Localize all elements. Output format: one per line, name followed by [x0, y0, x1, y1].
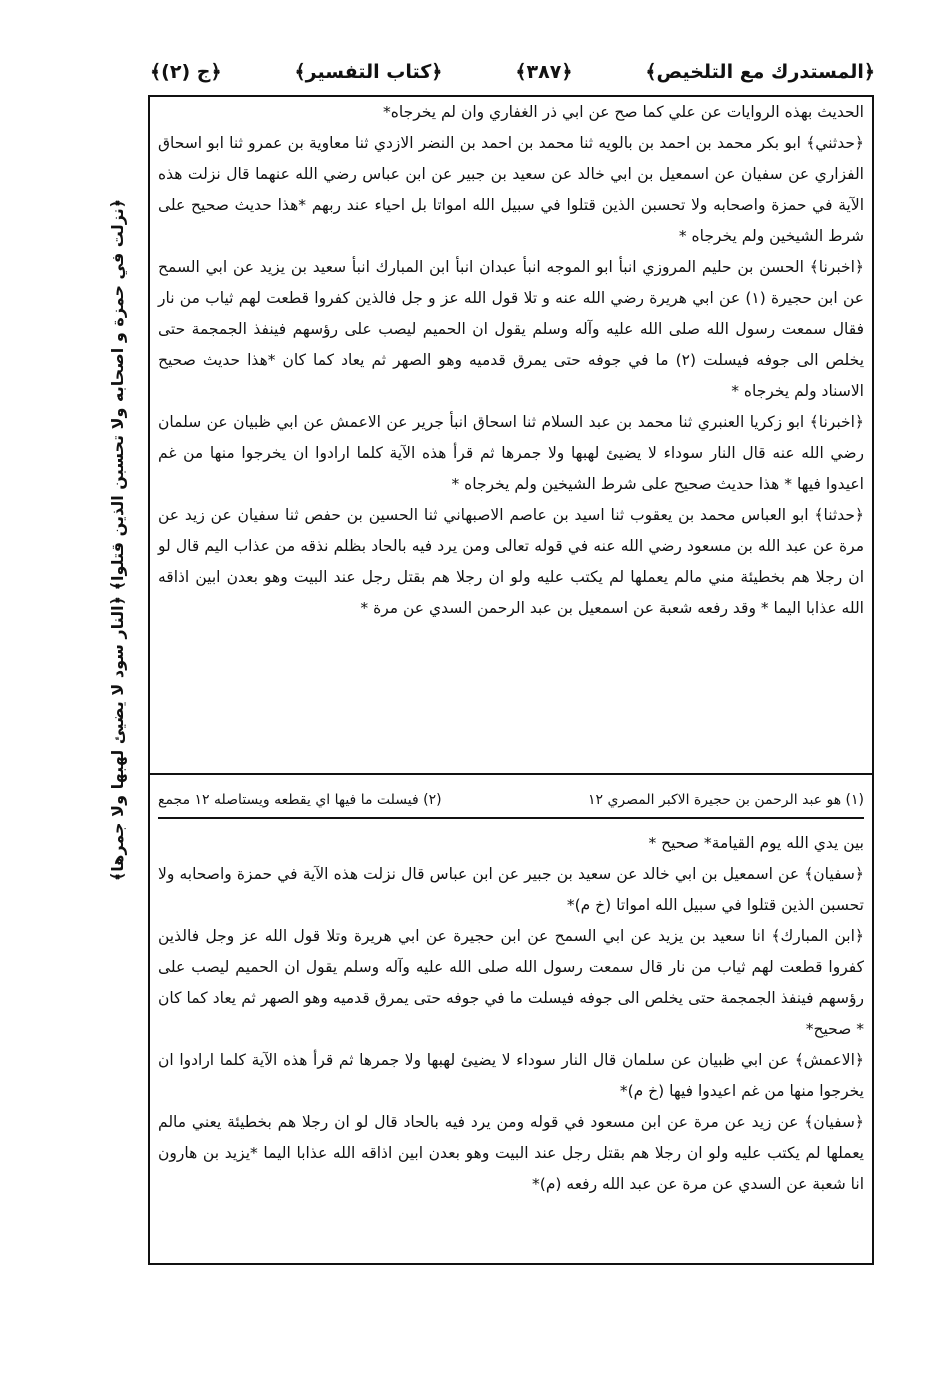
paragraph: الحديث بهذه الروايات عن علي كما صح عن ابي ذر الغفاري وان لم يخرجاه*	[383, 103, 864, 121]
paragraph: ﴿حدثني﴾ ابو بكر محمد بن احمد بن بالويه ثنا محمد بن احمد بن النضر الازدي ثنا معاوية بن عمرو ثنا ابو اسحاق الفزاري عن سفيان عن اسمعيل بن ابي خالد عن سعيد بن جبير عن ابن عباس رضي الله عنهما قال نزلت هذه الآية في حمزة واصحابه ولا تحسبن الذين قتلوا في سبيل الله امواتا بل احياء عند ربهم *هذا حديث صحيح على شرط الشيخين ولم يخرجاه *	[158, 134, 864, 245]
main-text	[158, 97, 864, 624]
paragraph: ﴿الاعمش﴾ عن ابي ظبيان عن سلمان قال النار سوداء لا يضيئ لهبها ولا جمرها ثم قرأ هذه الآية كلما ارادوا ان يخرجوا منها من غم اعيدوا فيها (خ م)*	[158, 1051, 864, 1100]
paragraph: ﴿سفيان﴾ عن اسمعيل بن ابي خالد عن سعيد بن جبير عن ابن عباس قال نزلت هذه الآية في حمزة واصحابه ولا تحسبن الذين قتلوا في سبيل الله امواتا (خ م)*	[158, 865, 864, 914]
paragraph: ﴿سفيان﴾ عن زيد عن مرة عن ابن مسعود في قوله ومن يرد فيه بالحاد قال لو ان رجلا هم بخطيئة يعني مالم يعملها لم يكتب عليه ولو ان رجلا هم بقتل رجل عند البيت وهو بعدن ابين اذاقه الله عذابا اليما *يزيد بن هارون انا شعبة عن السدي عن مرة عن عبد الله رفعه (م)*	[158, 1113, 864, 1193]
header-book: ﴿كتاب التفسير﴾	[294, 61, 443, 83]
margin-commentary-text: ﴿نزلت في حمزة و اصحابه ولا تحسبن الذين قتلوا﴾ ﴿النار سود لا يضيئ لهبها ولا جمرها﴾	[108, 198, 127, 882]
footnotes	[158, 783, 864, 819]
paragraph: ﴿حدثنا﴾ ابو العباس محمد بن يعقوب ثنا اسيد بن عاصم الاصبهاني ثنا الحسين بن حفص ثنا سفيان عن زيد عن مرة عن عبد الله بن مسعود رضي الله عنه في قوله تعالى ومن يرد فيه بالحاد بظلم نذقه من عذاب اليم قال لو ان رجلا هم بخطيئة مني مالم يعملها لم يكتب عليه ولو ان رجلا هم بقتل رجل عند البيت وهو بعدن ابين اذاقه الله عذابا اليما * وقد رفعه شعبة عن اسمعيل بن عبد الرحمن السدي عن مرة *	[158, 506, 864, 617]
paragraph: ﴿اخبرنا﴾ ابو زكريا العنبري ثنا محمد بن عبد السلام ثنا اسحاق انبأ جرير عن الاعمش عن ابي ظبيان عن سلمان رضي الله عنه قال النار سوداء لا يضيئ لهبها ولا جمرها ثم قرأ هذه الآية كلما ارادوا ان يخرجوا منها من غم اعيدوا فيها * هذا حديث صحيح على شرط الشيخين ولم يخرجاه *	[158, 413, 864, 493]
footnote-1: (١) هو عبد الرحمن بن حجيرة الاكبر المصري ١٢	[587, 792, 864, 808]
header-title: ﴿المستدرك مع التلخيص﴾	[645, 61, 875, 83]
page-header	[150, 52, 875, 92]
header-page-number: ﴿٣٨٧﴾	[515, 61, 573, 83]
header-volume: ﴿ج (٢)﴾	[150, 61, 222, 83]
margin-commentary	[98, 180, 138, 900]
paragraph: ﴿اخبرنا﴾ الحسن بن حليم المروزي انبأ ابو الموجه انبأ عبدان انبأ ابن المبارك انبأ سعيد بن يزيد عن ابي السمح عن ابن حجيرة (١) عن ابي هريرة رضي الله عنه و تلا قول الله عز و جل فالذين كفروا قطعت لهم ثياب من نار فقال سمعت رسول الله صلى الله عليه وآله وسلم يقول ان الحميم ليصب على رؤسهم فينفذ الجمجمة حتى يخلص الى جوفه فيسلت (٢) ما في جوفه حتى يمرق قدميه وهو الصهر ثم يعاد كما كان *هذا حديث صحيح الاسناد ولم يخرجاه *	[158, 258, 865, 400]
footnote-2: (٢) فيسلت ما فيها اي يقطعه ويستاصله ١٢ مجمع	[158, 792, 442, 808]
paragraph: ﴿ابن المبارك﴾ انا سعيد بن يزيد عن ابي السمح عن ابن حجيرة عن ابي هريرة وتلا قول الله عز وجل فالذين كفروا قطعت لهم ثياب من نار قال سمعت رسول الله صلى الله عليه وآله وسلم يقول ان الحميم ليصب على رؤسهم فينفذ الجمجمة حتى يخلص الى جوفه فيسلت ما في جوفه حتى يمرق قدميه وهو الصهر ثم يعاد كما كان * صحيح*	[158, 927, 864, 1038]
paragraph: بين يدي الله يوم القيامة* صحيح *	[648, 834, 864, 852]
summary-text	[158, 828, 864, 1200]
